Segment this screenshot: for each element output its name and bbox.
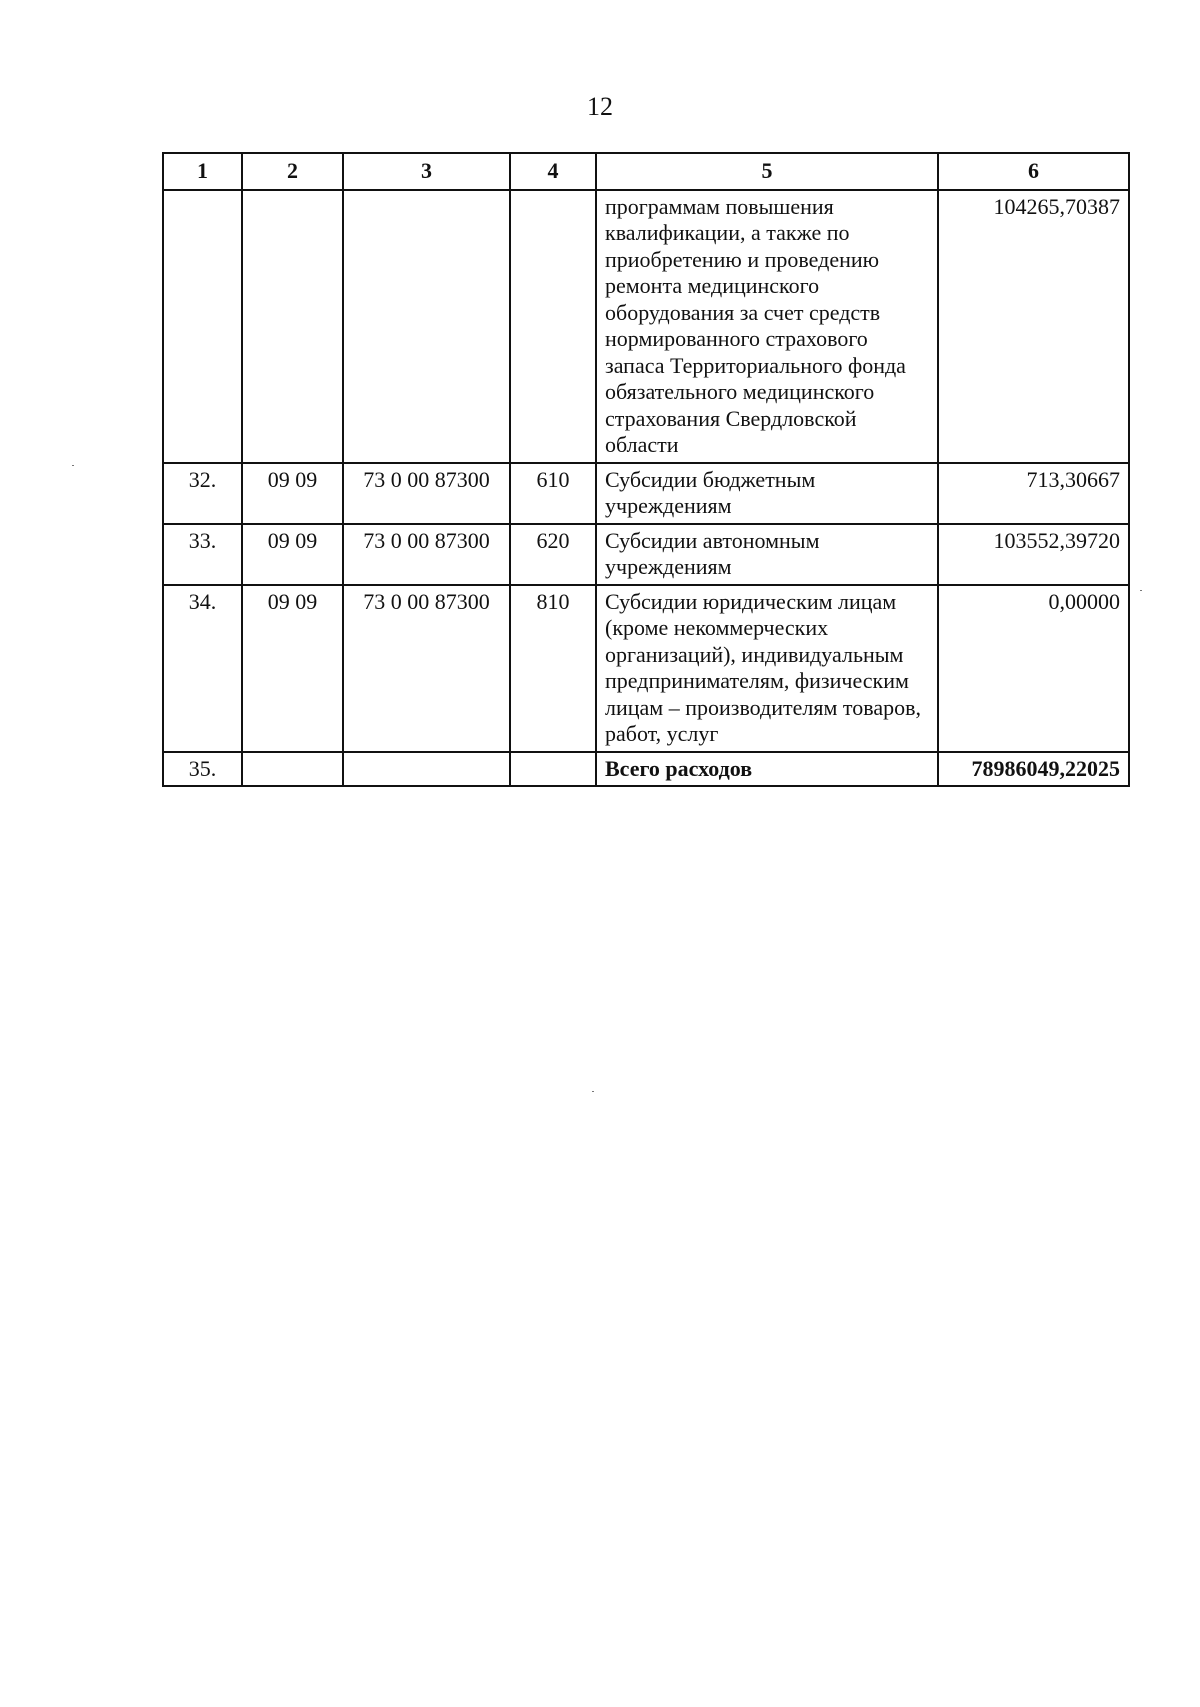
budget-table	[162, 152, 1130, 787]
total-sum: 78986049,22025	[938, 752, 1129, 787]
header-cell: 2	[242, 153, 343, 190]
expense-name: Субсидии бюджетным учреждениям	[596, 463, 938, 524]
section-code: 09 09	[242, 463, 343, 524]
header-cell: 4	[510, 153, 596, 190]
expense-type-code	[510, 752, 596, 787]
row-number: 32.	[163, 463, 242, 524]
scan-speck	[72, 465, 74, 466]
article-code: 73 0 00 87300	[343, 524, 510, 585]
scan-speck	[1140, 590, 1142, 591]
table-row	[163, 524, 1129, 585]
expense-type-code: 620	[510, 524, 596, 585]
header-row	[163, 153, 1129, 190]
header-cell: 6	[938, 153, 1129, 190]
expense-type-code	[510, 190, 596, 463]
expense-type-code: 610	[510, 463, 596, 524]
section-code	[242, 190, 343, 463]
table-row	[163, 463, 1129, 524]
section-code: 09 09	[242, 585, 343, 752]
article-code	[343, 190, 510, 463]
expense-name: Субсидии автономным учреждениям	[596, 524, 938, 585]
article-code: 73 0 00 87300	[343, 463, 510, 524]
article-code	[343, 752, 510, 787]
expense-type-code: 810	[510, 585, 596, 752]
expense-sum: 104265,70387	[938, 190, 1129, 463]
header-cell: 5	[596, 153, 938, 190]
total-label: Всего расходов	[596, 752, 938, 787]
header-cell: 1	[163, 153, 242, 190]
row-number: 34.	[163, 585, 242, 752]
expense-name: программам повышения квалификации, а также по приобретению и проведению ремонта медицинского оборудования за счет средств нормированного страхового запаса Территориального фонда обязательного медицинского страхования Свердловской области	[596, 190, 938, 463]
page-number: 12	[587, 92, 613, 121]
table-row	[163, 190, 1129, 463]
section-code: 09 09	[242, 524, 343, 585]
row-number: 35.	[163, 752, 242, 787]
expense-sum: 713,30667	[938, 463, 1129, 524]
section-code	[242, 752, 343, 787]
total-row	[163, 752, 1129, 787]
expense-name: Субсидии юридическим лицам (кроме некоммерческих организаций), индивидуальным предпринимателям, физическим лицам – производителям товаров, работ, услуг	[596, 585, 938, 752]
article-code: 73 0 00 87300	[343, 585, 510, 752]
expense-sum: 103552,39720	[938, 524, 1129, 585]
row-number	[163, 190, 242, 463]
header-cell: 3	[343, 153, 510, 190]
table-row	[163, 585, 1129, 752]
row-number: 33.	[163, 524, 242, 585]
expense-sum: 0,00000	[938, 585, 1129, 752]
scan-speck	[592, 1091, 594, 1092]
